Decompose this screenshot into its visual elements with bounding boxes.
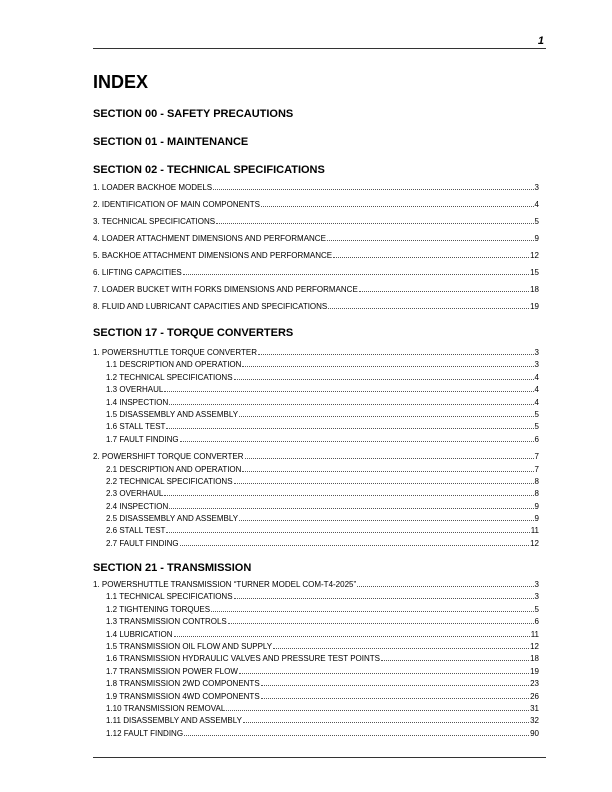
toc-entry-page: 26 bbox=[530, 691, 539, 701]
footer-rule bbox=[93, 757, 546, 758]
toc-entry-title: 1.4 LUBRICATION bbox=[106, 629, 173, 639]
toc-entry-title: 1. POWERSHUTTLE TRANSMISSION “TURNER MODEL COM-T4-2025” bbox=[93, 580, 357, 589]
toc-entry-page: 9 bbox=[534, 514, 539, 524]
toc-entry[interactable] bbox=[93, 434, 546, 446]
dot-leader bbox=[234, 592, 534, 599]
toc-entry-page: 32 bbox=[530, 716, 539, 726]
toc-entry[interactable] bbox=[93, 538, 546, 550]
toc-entry-page: 3 bbox=[534, 360, 539, 370]
section-02 bbox=[93, 163, 546, 315]
toc-entry-title: 1. LOADER BACKHOE MODELS bbox=[93, 183, 213, 192]
toc-entry-title: 2.1 DESCRIPTION AND OPERATION bbox=[106, 464, 242, 474]
dot-leader bbox=[333, 251, 529, 258]
dot-leader bbox=[239, 410, 533, 417]
toc-entry-page: 6 bbox=[534, 434, 539, 444]
dot-leader bbox=[174, 630, 530, 637]
section-heading[interactable]: SECTION 21 - TRANSMISSION bbox=[93, 562, 252, 574]
toc-entry[interactable] bbox=[93, 281, 546, 298]
dot-leader bbox=[166, 526, 529, 533]
dot-leader bbox=[261, 692, 529, 699]
dot-leader bbox=[211, 605, 534, 612]
dot-leader bbox=[328, 302, 529, 309]
toc-entry-title: 2.5 DISASSEMBLY AND ASSEMBLY bbox=[106, 514, 239, 524]
toc-entry-title: 1.12 FAULT FINDING bbox=[106, 728, 184, 738]
dot-leader bbox=[242, 360, 533, 367]
toc-entry[interactable] bbox=[93, 703, 546, 715]
dot-leader bbox=[273, 642, 529, 649]
toc-entry[interactable] bbox=[93, 715, 546, 727]
toc-entry[interactable] bbox=[93, 629, 546, 641]
toc-entry[interactable] bbox=[93, 451, 546, 463]
dot-leader bbox=[261, 200, 534, 207]
toc-entry-page: 7 bbox=[534, 452, 539, 462]
toc-entry-title: 1.7 TRANSMISSION POWER FLOW bbox=[106, 666, 238, 676]
dot-leader bbox=[239, 667, 529, 674]
toc-entry[interactable] bbox=[93, 691, 546, 703]
toc-entry-page: 19 bbox=[530, 302, 539, 311]
dot-leader bbox=[381, 654, 529, 661]
toc-entry-page: 31 bbox=[530, 703, 539, 713]
toc-entry[interactable] bbox=[93, 298, 546, 315]
toc-entry-page: 12 bbox=[530, 538, 539, 548]
dot-leader bbox=[213, 183, 533, 190]
toc-entry-title: 2.3 OVERHAUL bbox=[106, 489, 164, 499]
toc-entry[interactable] bbox=[93, 421, 546, 433]
dot-leader bbox=[216, 217, 533, 224]
toc-entry-page: 3 bbox=[534, 580, 539, 589]
page-number: 1 bbox=[537, 35, 544, 47]
toc-entry-page: 12 bbox=[530, 641, 539, 651]
toc-entry[interactable] bbox=[93, 230, 546, 247]
toc-entry-title: 5. BACKHOE ATTACHMENT DIMENSIONS AND PERFORMANCE bbox=[93, 251, 333, 260]
toc-entry-page: 12 bbox=[530, 251, 539, 260]
dot-leader bbox=[234, 373, 534, 380]
toc-entry-title: 4. LOADER ATTACHMENT DIMENSIONS AND PERFORMANCE bbox=[93, 234, 326, 243]
toc-entry-page: 9 bbox=[534, 234, 539, 243]
dot-leader bbox=[183, 268, 529, 275]
toc-entry-title: 1.11 DISASSEMBLY AND ASSEMBLY bbox=[106, 716, 242, 726]
toc-entry-page: 90 bbox=[530, 728, 539, 738]
toc-entry[interactable] bbox=[93, 488, 546, 500]
toc-entry-page: 4 bbox=[534, 372, 539, 382]
toc-entry[interactable] bbox=[93, 397, 546, 409]
toc-entry-title: 1.1 DESCRIPTION AND OPERATION bbox=[106, 360, 242, 370]
dot-leader bbox=[164, 385, 533, 392]
toc-entry-title: 1.6 TRANSMISSION HYDRAULIC VALVES AND PRESSURE TEST POINTS bbox=[106, 654, 380, 664]
toc-entry-title: 1.5 DISASSEMBLY AND ASSEMBLY bbox=[106, 409, 239, 419]
dot-leader bbox=[164, 489, 533, 496]
dot-leader bbox=[261, 679, 529, 686]
toc-entry-title: 1.1 TECHNICAL SPECIFICATIONS bbox=[106, 592, 233, 602]
section-heading[interactable]: SECTION 17 - TORQUE CONVERTERS bbox=[93, 327, 294, 339]
section-00 bbox=[93, 107, 546, 121]
toc-entry[interactable] bbox=[93, 359, 546, 371]
toc-entry-title: 2.6 STALL TEST bbox=[106, 526, 166, 536]
section-01 bbox=[93, 135, 546, 149]
toc-entry-title: 2. IDENTIFICATION OF MAIN COMPONENTS bbox=[93, 200, 260, 209]
toc-entry-title: 1. POWERSHUTTLE TORQUE CONVERTER bbox=[93, 348, 258, 357]
toc-entry-title: 2.2 TECHNICAL SPECIFICATIONS bbox=[106, 476, 233, 486]
toc-entry-title: 2.7 FAULT FINDING bbox=[106, 538, 179, 548]
toc-entry[interactable] bbox=[93, 179, 546, 196]
toc-entry[interactable] bbox=[93, 213, 546, 230]
toc-entry[interactable] bbox=[93, 384, 546, 396]
toc-entry-title: 6. LIFTING CAPACITIES bbox=[93, 268, 182, 277]
toc-entry-page: 5 bbox=[534, 604, 539, 614]
dot-leader bbox=[234, 477, 534, 484]
toc-entry-page: 23 bbox=[530, 679, 539, 689]
toc-entry[interactable] bbox=[93, 616, 546, 628]
toc-entry[interactable] bbox=[93, 372, 546, 384]
dot-leader bbox=[184, 729, 529, 736]
dot-leader bbox=[242, 465, 533, 472]
toc-entry-title: 3. TECHNICAL SPECIFICATIONS bbox=[93, 217, 216, 226]
dot-leader bbox=[166, 422, 533, 429]
dot-leader bbox=[239, 514, 533, 521]
toc-entry-title: 1.3 OVERHAUL bbox=[106, 385, 164, 395]
toc-entry-title: 2. POWERSHIFT TORQUE CONVERTER bbox=[93, 452, 244, 462]
toc-entry-title: 1.9 TRANSMISSION 4WD COMPONENTS bbox=[106, 691, 260, 701]
dot-leader bbox=[228, 617, 534, 624]
toc-entry-page: 5 bbox=[534, 409, 539, 419]
toc-entry[interactable] bbox=[93, 604, 546, 616]
toc-entry-title: 1.10 TRANSMISSION REMOVAL bbox=[106, 703, 226, 713]
toc-entry-page: 3 bbox=[534, 183, 539, 192]
toc-entry-page: 9 bbox=[534, 501, 539, 511]
toc-entry-page: 4 bbox=[534, 200, 539, 209]
toc-entry-title: 1.3 TRANSMISSION CONTROLS bbox=[106, 617, 227, 627]
toc-entry[interactable] bbox=[93, 476, 546, 488]
toc-entry[interactable] bbox=[93, 666, 546, 678]
toc-entry-title: 1.7 FAULT FINDING bbox=[106, 434, 179, 444]
toc-entry[interactable] bbox=[93, 653, 546, 665]
dot-leader bbox=[243, 716, 529, 723]
toc-entry-title: 1.2 TIGHTENING TORQUES bbox=[106, 604, 211, 614]
dot-leader bbox=[245, 452, 534, 459]
toc-entry-title: 1.4 INSPECTION bbox=[106, 397, 169, 407]
toc-entry-title: 1.6 STALL TEST bbox=[106, 422, 166, 432]
toc-entry[interactable] bbox=[93, 501, 546, 513]
toc-entry-title: 2.4 INSPECTION bbox=[106, 501, 169, 511]
toc-entry-title: 1.2 TECHNICAL SPECIFICATIONS bbox=[106, 372, 233, 382]
toc-entry-title: 1.5 TRANSMISSION OIL FLOW AND SUPPLY bbox=[106, 641, 273, 651]
toc-entry-page: 19 bbox=[530, 666, 539, 676]
toc-entry-page: 11 bbox=[530, 629, 539, 639]
header-rule bbox=[93, 48, 546, 49]
page-title: INDEX bbox=[93, 72, 149, 92]
dot-leader bbox=[180, 539, 529, 546]
toc-entry[interactable] bbox=[93, 513, 546, 525]
toc-entry[interactable] bbox=[93, 678, 546, 690]
toc-entry[interactable] bbox=[93, 196, 546, 213]
toc-entry[interactable] bbox=[93, 347, 546, 359]
toc-entry-title: 1.8 TRANSMISSION 2WD COMPONENTS bbox=[106, 679, 260, 689]
toc-entry-page: 3 bbox=[534, 348, 539, 357]
toc-entry[interactable] bbox=[93, 464, 546, 476]
section-heading[interactable]: SECTION 01 - MAINTENANCE bbox=[93, 136, 249, 148]
dot-leader bbox=[359, 285, 529, 292]
toc-entry-page: 7 bbox=[534, 464, 539, 474]
dot-leader bbox=[180, 435, 534, 442]
toc-entry[interactable] bbox=[93, 525, 546, 537]
section-heading[interactable]: SECTION 02 - TECHNICAL SPECIFICATIONS bbox=[93, 164, 325, 176]
toc-entry-page: 4 bbox=[534, 385, 539, 395]
toc-entry[interactable] bbox=[93, 579, 546, 591]
section-17 bbox=[93, 326, 546, 550]
toc-entry-page: 18 bbox=[530, 654, 539, 664]
dot-leader bbox=[357, 580, 533, 587]
toc-entry[interactable] bbox=[93, 591, 546, 603]
dot-leader bbox=[226, 704, 529, 711]
toc-entry-page: 15 bbox=[530, 268, 539, 277]
toc-entry[interactable] bbox=[93, 409, 546, 421]
toc-entry-page: 6 bbox=[534, 617, 539, 627]
toc-entry-page: 11 bbox=[530, 526, 539, 536]
dot-leader bbox=[169, 502, 533, 509]
toc-entry-page: 3 bbox=[534, 592, 539, 602]
toc-entry[interactable] bbox=[93, 247, 546, 264]
toc-entry-page: 18 bbox=[530, 285, 539, 294]
toc-entry[interactable] bbox=[93, 728, 546, 740]
toc-entry-page: 5 bbox=[534, 422, 539, 432]
dot-leader bbox=[258, 348, 534, 355]
toc-entry[interactable] bbox=[93, 641, 546, 653]
toc-entry-page: 5 bbox=[534, 217, 539, 226]
toc-entry-page: 4 bbox=[534, 397, 539, 407]
toc-entry-page: 8 bbox=[534, 489, 539, 499]
dot-leader bbox=[169, 398, 533, 405]
section-21 bbox=[93, 561, 546, 740]
section-heading[interactable]: SECTION 00 - SAFETY PRECAUTIONS bbox=[93, 108, 294, 120]
toc-entry-page: 8 bbox=[534, 476, 539, 486]
dot-leader bbox=[327, 234, 534, 241]
toc-entry[interactable] bbox=[93, 264, 546, 281]
toc-entry-title: 7. LOADER BUCKET WITH FORKS DIMENSIONS AND PERFORMANCE bbox=[93, 285, 358, 294]
toc-entry-title: 8. FLUID AND LUBRICANT CAPACITIES AND SPECIFICATIONS bbox=[93, 302, 328, 311]
